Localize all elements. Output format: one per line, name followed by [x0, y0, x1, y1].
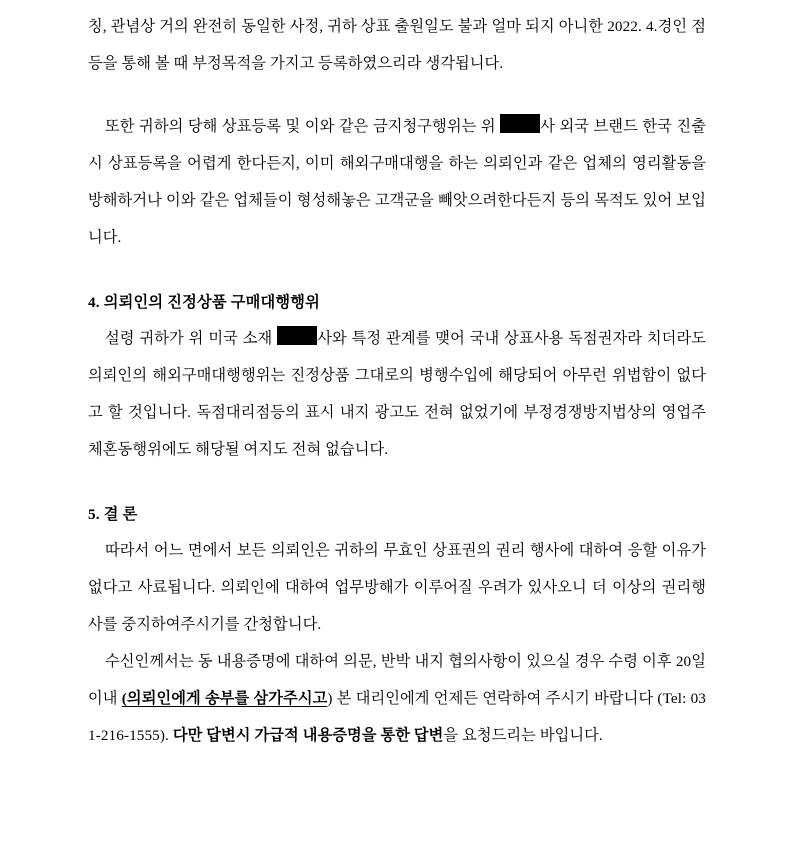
redaction-block-company-1 — [500, 114, 540, 133]
section-spacer-before-heading-4 — [88, 256, 706, 286]
paragraph-continuation — [88, 8, 706, 82]
paragraph-text: 칭, 관념상 거의 완전히 동일한 사정, 귀하 상표 출원일도 불과 얼마 되지 아니한 2022. 4.경인 점 등을 통해 볼 때 부정목적을 가지고 등록하였으리라 생각됩니다. — [88, 18, 706, 72]
section-spacer-before-heading-5 — [88, 468, 706, 498]
redaction-block-company-2 — [277, 326, 317, 345]
paragraph-text-part-3: 을 요청드리는 바입니다. — [443, 727, 603, 744]
paragraph-contact-instructions — [88, 643, 706, 754]
paragraph-text-part-1: 수신인께서는 동 내용증명에 대하여 의문, 반박 내지 협의사항이 있으실 경우 수령 이후 20일 이내 — [88, 653, 706, 707]
paragraph-text-part-1: 설령 귀하가 위 미국 소재 — [105, 330, 278, 347]
paragraph-conclusion — [88, 532, 706, 643]
paragraph-text-part-2: 사 외국 브랜드 한국 진출 시 상표등록을 어렵게 한다든지, 이미 해외구매대행을 하는 의뢰인과 같은 업체의 영리활동을 방해하거나 이와 같은 업체들이 형성해놓은 고객군을 빼앗으려한다든지 등의 목적도 있어 보입니다. — [88, 118, 706, 246]
paragraph-parallel-import — [88, 320, 706, 468]
section-heading-4: 4. 의뢰인의 진정상품 구매대행행위 — [88, 294, 320, 311]
paragraph-text-part-1: 또한 귀하의 당해 상표등록 및 이와 같은 금지청구행위는 위 — [105, 118, 501, 135]
paragraph-trademark-purpose — [88, 108, 706, 256]
paragraph-text-part-2: ) 본 대리인에게 언제든 연락하여 주시기 바랍니다 (Tel: 031-216-1555). — [88, 690, 706, 744]
section-heading-5: 5. 결 론 — [88, 506, 138, 523]
paragraph-spacer — [88, 82, 706, 108]
emphasis-reply-by-certified-mail: 다만 답변시 가급적 내용증명을 통한 답변 — [172, 727, 444, 744]
document-body — [88, 8, 706, 754]
paragraph-text-part-2: 사와 특정 관계를 맺어 국내 상표사용 독점권자라 치더라도 의뢰인의 해외구매대행행위는 진정상품 그대로의 병행수입에 해당되어 아무런 위법함이 없다고 할 것입니다. 독점대리점등의 표시 내지 광고도 전혀 없었기에 부정경쟁방지법상의 영업주체혼동행위에도 해당될 여지도 전혀 없습니다. — [88, 330, 706, 458]
paragraph-text: 따라서 어느 면에서 보든 의뢰인은 귀하의 무효인 상표권의 권리 행사에 대하여 응할 이유가 없다고 사료됩니다. 의뢰인에 대하여 업무방해가 이루어질 우려가 있사오니 더 이상의 권리행사를 중지하여주시기를 간청합니다. — [88, 542, 706, 633]
emphasis-do-not-send-to-client: (의뢰인에게 송부를 삼가주시고 — [121, 690, 328, 707]
